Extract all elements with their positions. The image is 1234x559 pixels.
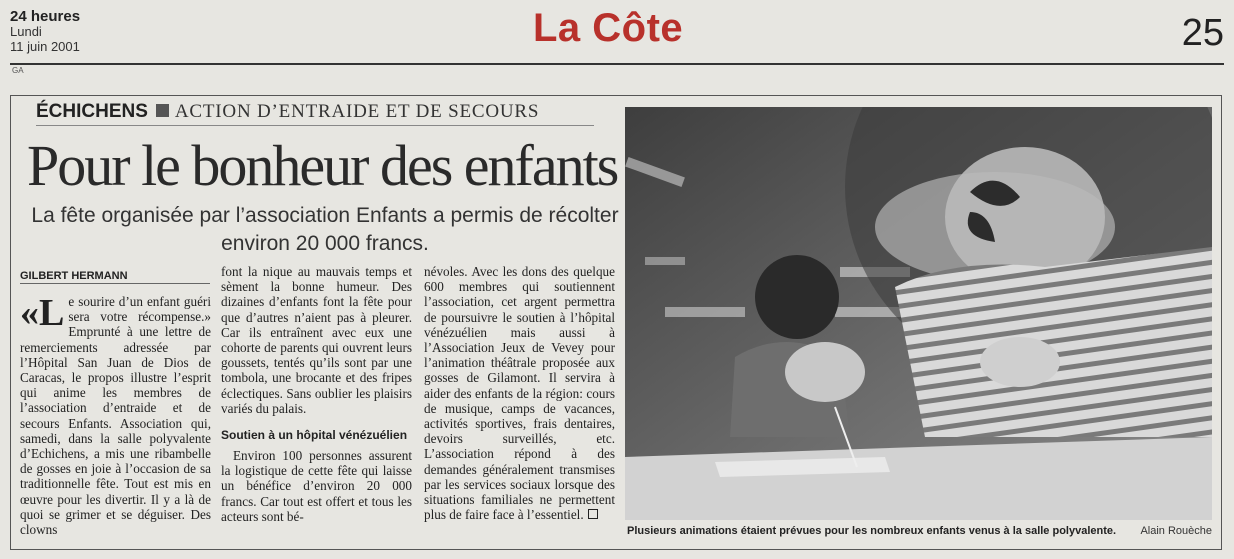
issue-day: Lundi [10, 24, 42, 39]
photo-credit: Alain Rouèche [1140, 525, 1212, 537]
subheading: Soutien à un hôpital vénézuélien [221, 428, 408, 443]
issue-date: 11 juin 2001 [10, 39, 80, 54]
kicker-place: ÉCHICHENS [36, 101, 148, 122]
newspaper-name: 24 heures [10, 8, 81, 25]
end-mark-icon [588, 509, 598, 519]
article-kicker [36, 101, 594, 126]
article-column-1 [20, 294, 211, 537]
article-column-2 [221, 264, 412, 524]
section-title: La Côte [533, 6, 684, 50]
column-1-text: e sourire d’un enfant guéri sera votre récompense.» Emprunté à une lettre de remerciements adressée par l’Hôpital San Juan de Dios de Caracas, le propos illustre l’esprit qui anime les membres de l’association d’entraide et de secours Enfants. Association qui, samedi, dans la salle polyvalente d’Echichens, a mis une ribambelle de gosses en joie à l’occasion de sa traditionnelle fête. Tout est mis en œuvre pour les divertir. Il y a là de quoi se grimer et se déguiser. Des clowns [20, 294, 211, 538]
headline: Pour le bonheur des enfants [27, 133, 618, 198]
masthead-rule [10, 63, 1224, 65]
deck: La fête organisée par l’association Enfants a permis de récolter environ 20 000 francs. [31, 204, 619, 255]
byline: GILBERT HERMANN [20, 270, 210, 284]
drop-cap: «L [20, 292, 65, 334]
edition-code: GA [12, 66, 24, 75]
article-photo [625, 107, 1212, 520]
photo-image [625, 107, 1212, 520]
column-2-text-b: Environ 100 personnes assurent la logistique de cette fête qui laisse un bénéfice d’environ 20 000 francs. Car tout est offert et tous les acteurs sont bé- [221, 448, 412, 524]
masthead [0, 0, 1234, 75]
article-column-3 [424, 264, 615, 522]
column-3-text: névoles. Avec les dons des quelque 600 membres qui soutiennent l’association, cet argent permettra de poursuivre le soutien à l’hôpital vénézuélien mais aussi à l’Association Jeux de Vevey pour l’animation théâtrale proposée aux gosses de Gilamont. Il servira à aider des enfants de la région: cours de musique, camps de vacances, activités sportives, frais dentaires, devoirs surveillés, etc. L’association répond à des demandes généralement transmises par les services sociaux lorsque des situations familiales ne permettent plus de faire face à l’essentiel. [424, 264, 615, 523]
photo-caption: Plusieurs animations étaient prévues pour les nombreux enfants venus à la salle polyvalente. [627, 525, 1117, 537]
square-bullet-icon [156, 104, 169, 117]
kicker-topic: ACTION D’ENTRAIDE ET DE SECOURS [174, 101, 540, 122]
page-number: 25 [1181, 12, 1224, 54]
column-2-text: font la nique au mauvais temps et sèment la bonne humeur. Des dizaines d’enfants font la fête pour que d’autres n’aient pas à pleurer. Car ils entraînent avec eux une cohorte de parents qui ouvrent leurs goussets, tentés qu’ils sont par une tombola, une brocante et des fripes éclectiques. Sans oublier les plaisirs variés du palais. [221, 264, 412, 416]
